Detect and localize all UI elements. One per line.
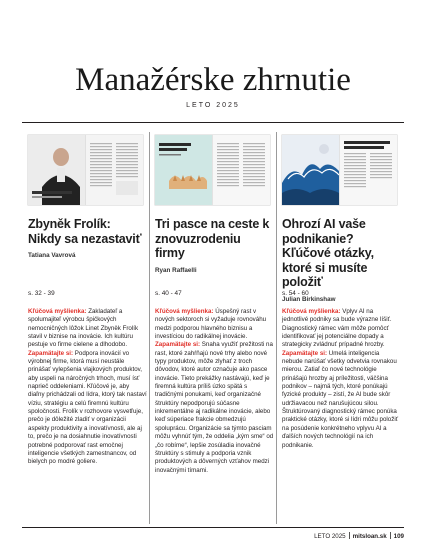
footer-separator <box>390 532 391 539</box>
article-summary <box>28 308 147 467</box>
article-column-2 <box>155 135 273 274</box>
article-spread-image <box>282 135 397 205</box>
article-title: Zbyněk Frolík: Nikdy sa nezastaviť <box>28 217 142 246</box>
key-idea-text: Zakladateľ a spolumajiteľ výrobcu špičkových nemocničných lôžok Linet Zbyněk Frolík stavil v biznise na inovácie. Ich kultúru pestuje vo firme cielene a dlhodobo. <box>28 308 139 349</box>
article-pages: s. 32 - 39 <box>28 290 55 297</box>
article-title: Tri pasce na ceste k znovuzrodeniu firmy <box>155 217 270 260</box>
article-thumbnail-3 <box>282 135 397 205</box>
top-rule <box>22 122 404 123</box>
footer-season: LETO 2025 <box>314 533 346 540</box>
article-author: Ryan Raffaelli <box>155 266 197 274</box>
remember-label: Zapamätajte si: <box>282 349 328 357</box>
key-idea-label: Kľúčová myšlienka: <box>28 308 87 315</box>
article-column-3 <box>282 135 400 303</box>
page-title: Manažérske zhrnutie <box>75 62 351 98</box>
article-title: Ohrozí AI vaše podnikanie? Kľúčové otázky, ktoré si musíte položiť <box>282 217 374 289</box>
article-spread-image <box>155 135 270 205</box>
footer-separator <box>349 532 350 539</box>
article-author: Julian Birkinshaw <box>282 295 336 303</box>
remember-label: Zapamätajte si: <box>155 341 201 349</box>
key-idea-text: Úspešný rast v nových sektoroch si vyžaduje rovnováhu medzi podporou hlavného biznisu a investíciou do radikálnej inovácie. <box>155 308 267 341</box>
column-divider <box>276 132 277 524</box>
footer-site: mitsloan.sk <box>352 533 387 540</box>
article-pages: s. 40 - 47 <box>155 290 182 297</box>
column-divider <box>149 132 150 524</box>
bottom-rule <box>22 527 404 528</box>
article-column-1 <box>28 135 146 259</box>
article-pages: s. 54 - 60 <box>282 290 309 297</box>
article-spread-image <box>28 135 143 205</box>
issue-season: LETO 2025 <box>186 102 240 109</box>
remember-text: Podpora inovácií vo výrobnej firme, ktorá musí neustále prinášať vylepšenia vlajkových produktov, aby uspeli na náročných trhoch, musí ísť naprieč oddeleniami. Kľúčové je, aby diaľny prichádzali od lídra, ktorý tak nastaví víziu, stratégiu a celú firemnú kultúru spoločnosti. Frolík v rozhovore vysvetľuje, prečo je dôležité zladiť v organizácii aspekty produktivity a inovatívnosti, ale aj to, prečo je na dosiahnutie inovatívnosti potrebné podporovať rast emočnej inteligencie všetkých zamestnancov, od bielych po modré goliere. <box>28 349 147 466</box>
article-summary <box>282 308 400 450</box>
article-thumbnail-2 <box>155 135 270 205</box>
remember-text: Snaha využiť prežitosti na rast, ktoré zahŕňajú nové trhy alebo nové typy produktov, môže zlyhať z troch dôvodov, ktoré autor označuje ako pasce inovácie. Tieto prekážky nastávajú, keď je firemná kultúra príliš úzko spätá s tradičnými ponukami, keď organizačné štruktúry nepodporujú súčasne inkrementálne aj radikálne inovácie, alebo keď súperiace frakcie obmedzujú spoluprácu. Organizácie sa týmto pasciam môžu vyhnúť tým, že oddelia „kým sme“ od „čo robíme“, lepšie zosúladia inovačné štruktúry s stimuly a podporia vznik produktových a dôverných vzťahov medzi inovačnými tímami. <box>155 341 274 474</box>
key-idea-label: Kľúčová myšlienka: <box>155 308 214 315</box>
remember-text: Umelá inteligencia nebude narúšať všetky odvetvia rovnakou mierou. Zatiaľ čo nové technológie prinášajú hrozby aj príležitosti, väčšina podnikov – najmä tých, ktoré ponúkajú fyzické produkty – zistí, že AI bude skôr udržiavacou než narušujúcou silou. Štruktúrovaný diagnostický rámec ponúka praktické otázky, ktoré si lídri môžu položiť na posúdenie konkrétneho vplyvu AI a ďalších nových technológií na ich podnikanie. <box>282 349 399 449</box>
key-idea-text: Vplyv AI na jednotlivé podniky sa bude výrazne líšiť. Diagnostický rámec vám môže pomôcť identifikovať jej potenciálne dopady a strategicky zvládnuť prípadné hrozby. <box>282 308 392 349</box>
article-summary <box>155 308 274 475</box>
article-author: Tatiana Vavrová <box>28 252 76 259</box>
article-thumbnail-1 <box>28 135 143 205</box>
page-number: 109 <box>393 533 404 540</box>
remember-label: Zapamätajte si: <box>28 349 74 357</box>
key-idea-label: Kľúčová myšlienka: <box>282 308 341 315</box>
page-footer <box>314 532 404 540</box>
